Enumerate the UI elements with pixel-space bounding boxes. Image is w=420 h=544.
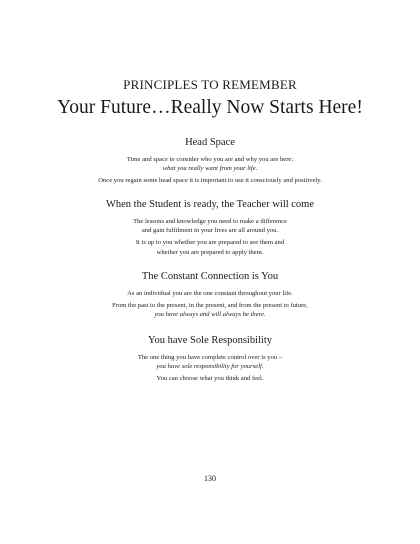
paragraph-line: what you really want from your life. [162,165,258,173]
principle-constant-connection [0,270,420,320]
paragraph-line: Once you regain some head space it is important to use it consciously and positively. [98,177,322,185]
principle-heading: Head Space [185,137,235,148]
paragraph-line: you have sole responsibility for yourself. [156,363,264,371]
paragraph-line: The lessons and knowledge you need to make a difference [133,218,287,225]
paragraph-line: You can choose what you think and feel. [156,375,264,383]
paragraph-line: The one thing you have complete control over is you – [137,354,283,361]
principle-sole-responsibility [0,334,420,384]
paragraph-line: and gain fulfilment in your lives are all around you. [141,227,279,235]
paragraph-line: It is up to you whether you are prepared to see them and [135,239,285,247]
section-kicker: PRINCIPLES TO REMEMBER [123,77,297,92]
principle-student-ready [0,198,420,257]
principle-heading: The Constant Connection is You [141,271,279,282]
paragraph-line: From the past to the present, in the present, and from the present to future, [112,302,308,310]
principle-paragraph [0,353,420,371]
principle-paragraph [0,238,420,256]
principle-paragraph [0,301,420,319]
principle-paragraph [0,374,420,383]
principle-paragraph [0,176,420,185]
paragraph-line: you have always and will always be there. [154,311,266,319]
principle-paragraph [0,217,420,235]
principle-heading: You have Sole Responsibility [147,335,273,346]
principle-heading: When the Student is ready, the Teacher will come [105,199,315,210]
paragraph-line: As an individual you are the one constant throughout your life. [127,290,293,297]
principle-head-space [0,136,420,186]
principle-paragraph [0,155,420,173]
principle-paragraph [0,289,420,298]
page-number: 130 [204,474,216,483]
paragraph-line: Time and space to consider who you are and why you are here: [126,156,294,163]
page-title: Your Future…Really Now Starts Here! [57,97,363,118]
paragraph-line: whether you are prepared to apply them. [156,248,264,256]
